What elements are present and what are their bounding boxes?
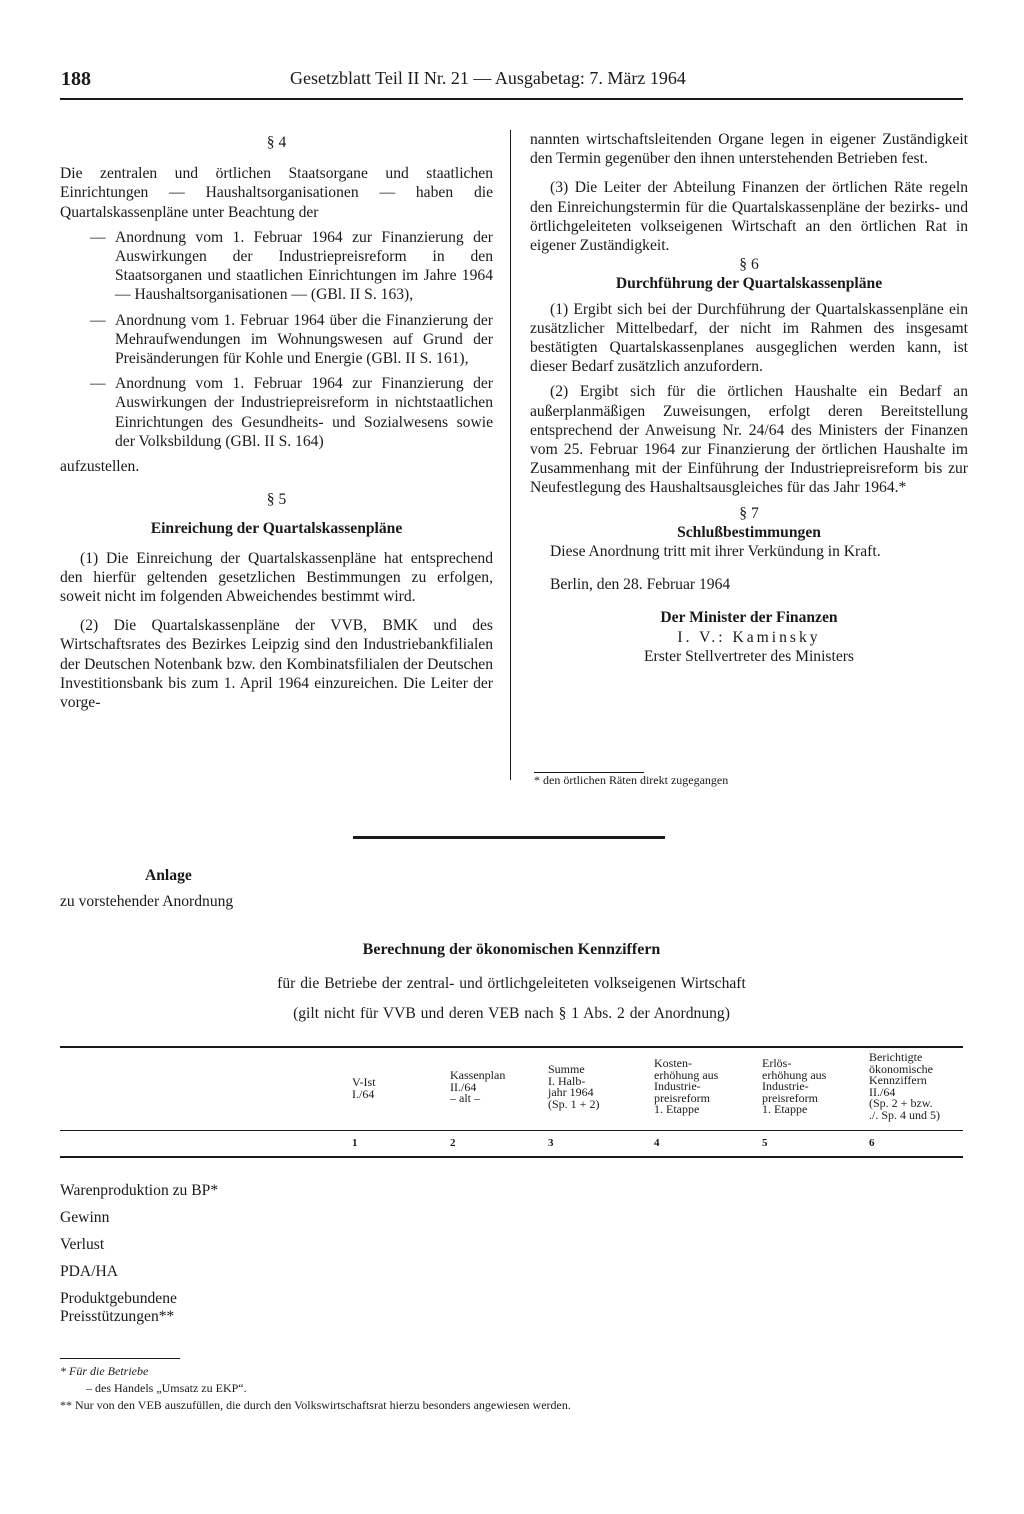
left-column xyxy=(60,133,493,712)
annex-subtitle-2: (gilt nicht für VVB und deren VEB nach § 1 Abs. 2 der Anordnung) xyxy=(293,1005,730,1022)
column-number: 2 xyxy=(450,1137,456,1149)
table-row-label: PDA/HA xyxy=(60,1263,119,1280)
table-row-label: Produktgebundene xyxy=(60,1290,177,1307)
section-4-intro: Die zentralen und örtlichen Staatsorgane und staatlichen Einrichtungen — Haushaltsorganisationen — haben die Quartalskassenpläne unter Beachtung der xyxy=(60,165,493,221)
section-6-heading: § 6 xyxy=(739,256,759,274)
column-header: Kosten- erhöhung aus Industrie- preisreform 1. Etappe xyxy=(654,1056,719,1116)
annex-sublabel: zu vorstehender Anordnung xyxy=(60,893,234,910)
page-number: 188 xyxy=(61,68,91,90)
section-5-para-1: (1) Die Einreichung der Quartalskassenpläne hat entsprechend den hierfür geltenden gesetzlichen Bestimmungen zu erfolgen, soweit nicht im folgenden Abweichendes bestimmt wird. xyxy=(60,549,493,606)
table-number-rule xyxy=(60,1156,963,1158)
right-footnote: * den örtlichen Räten direkt zugegangen xyxy=(534,773,729,787)
table-row-label: Verlust xyxy=(60,1236,105,1253)
signer-title: Der Minister der Finanzen xyxy=(660,609,838,627)
header-rule xyxy=(60,98,963,100)
section-4-item: — Anordnung vom 1. Februar 1964 über die Finanzierung der Mehraufwendungen im Wohnungswesen auf Grund der Preisänderungen für Kohle und Energie (GBl. II S. 161), xyxy=(90,311,493,368)
annex-label: Anlage xyxy=(145,867,192,884)
table-header-rule xyxy=(60,1130,963,1131)
section-4-item: — Anordnung vom 1. Februar 1964 zur Finanzierung der Auswirkungen der Industriepreisreform in den Staatsorganen und staatlichen Einrichtungen im Jahre 1964 — Haushaltsorganisationen — (GBl. II S. 163), xyxy=(90,228,493,304)
section-7-heading: § 7 xyxy=(739,504,759,522)
section-5-continuation: nannten wirtschaftsleitenden Organe legen in eigener Zuständigkeit den Termin gegenüber den ihnen unterstehenden Betrieben fest. xyxy=(530,131,968,168)
place-date: Berlin, den 28. Februar 1964 xyxy=(550,576,731,594)
annex-title: Berechnung der ökonomischen Kennziffern xyxy=(362,941,661,958)
section-separator xyxy=(353,836,665,839)
footnote-1: * Für die Betriebe xyxy=(60,1364,149,1378)
footnote-rule xyxy=(60,1358,180,1359)
column-number: 3 xyxy=(548,1137,554,1149)
section-4-close: aufzustellen. xyxy=(60,458,140,476)
section-5-title: Einreichung der Quartalskassenpläne xyxy=(150,520,403,538)
table-row-label: Preisstützungen** xyxy=(60,1308,175,1325)
column-number: 1 xyxy=(352,1137,358,1149)
section-7-title: Schlußbestimmungen xyxy=(677,523,821,541)
column-number: 6 xyxy=(869,1137,875,1149)
signer-name: I. V.: Kaminsky xyxy=(677,628,821,646)
column-number: 4 xyxy=(654,1137,660,1149)
column-header: Summe I. Halb- jahr 1964 (Sp. 1 + 2) xyxy=(548,1062,600,1111)
column-header: Kassenplan II./64 – alt – xyxy=(450,1068,506,1105)
section-7-para-1: Diese Anordnung tritt mit ihrer Verkündung in Kraft. xyxy=(550,543,881,561)
footnote-1-detail: – des Handels „Umsatz zu EKP“. xyxy=(86,1381,247,1395)
section-6-para-2: (2) Ergibt sich für die örtlichen Haushalte ein Bedarf an außerplanmäßigen Zuweisungen, erfolgt deren Bereitstellung entsprechend der Anweisung Nr. 24/64 des Ministers der Finanzen vom 25. Februar 1964 zur Finanzierung der örtlichen Haushalte im Zusammenhang mit der Einführung der Industriepreisreform bis zur Neufestlegung des Haushaltsausgleiches für das Jahr 1964.* xyxy=(530,383,968,497)
table-row-label: Warenproduktion zu BP* xyxy=(60,1182,219,1199)
column-header: V-Ist I./64 xyxy=(352,1075,376,1101)
table-row-label: Gewinn xyxy=(60,1209,110,1226)
signer-role: Erster Stellvertreter des Ministers xyxy=(643,647,855,665)
column-header: Erlös- erhöhung aus Industrie- preisreform 1. Etappe xyxy=(762,1056,827,1116)
column-number: 5 xyxy=(762,1137,768,1149)
section-4-heading: § 4 xyxy=(266,134,287,151)
section-4-item: — Anordnung vom 1. Februar 1964 zur Finanzierung der Auswirkungen der Industriepreisreform in nichtstaatlichen Einrichtungen des Gesundheits- und Sozialwesens sowie der Volksbildung (GBl. II S. 164) xyxy=(90,375,493,450)
right-column xyxy=(530,130,968,666)
column-divider xyxy=(510,130,511,780)
section-6-title: Durchführung der Quartalskassenpläne xyxy=(615,275,883,293)
section-5-para-2: (2) Die Quartalskassenpläne der VVB, BMK und des Wirtschaftsrates des Bezirkes Leipzig sind den Industriebankfilialen der Deutschen Notenbank bzw. den Kombinatsfilialen der Deutschen Investitionsbank bis zum 1. April 1964 einzureichen. Die Leiter der vorge- xyxy=(60,617,493,712)
section-5-heading: § 5 xyxy=(266,491,287,509)
table-top-rule xyxy=(60,1046,963,1048)
annex-subtitle-1: für die Betriebe der zentral- und örtlichgeleiteten volkseigenen Wirtschaft xyxy=(277,975,746,992)
running-header: Gesetzblatt Teil II Nr. 21 — Ausgabetag: 7. März 1964 xyxy=(290,68,686,88)
footnote-2: ** Nur von den VEB auszufüllen, die durch den Volkswirtschaftsrat hierzu besonders angewiesen werden. xyxy=(60,1398,571,1412)
section-6-para-1: (1) Ergibt sich bei der Durchführung der Quartalskassenpläne ein zusätzlicher Mittelbedarf, der nicht im Rahmen des insgesamt bestätigten Quartalskassenplanes ausgeglichen werden kann, ist dieser Bedarf zusätzlich anzufordern. xyxy=(530,300,968,376)
section-5-para-3: (3) Die Leiter der Abteilung Finanzen der örtlichen Räte regeln den Einreichungstermin für die Quartalskassenpläne der bezirks- und örtlichgeleiteten volkseigenen Wirtschaft an den örtlichen Rat in eigener Zuständigkeit. xyxy=(530,179,968,255)
column-header: Berichtigte ökonomische Kennziffern II./64 (Sp. 2 + bzw. ./. Sp. 4 und 5) xyxy=(869,1050,941,1122)
